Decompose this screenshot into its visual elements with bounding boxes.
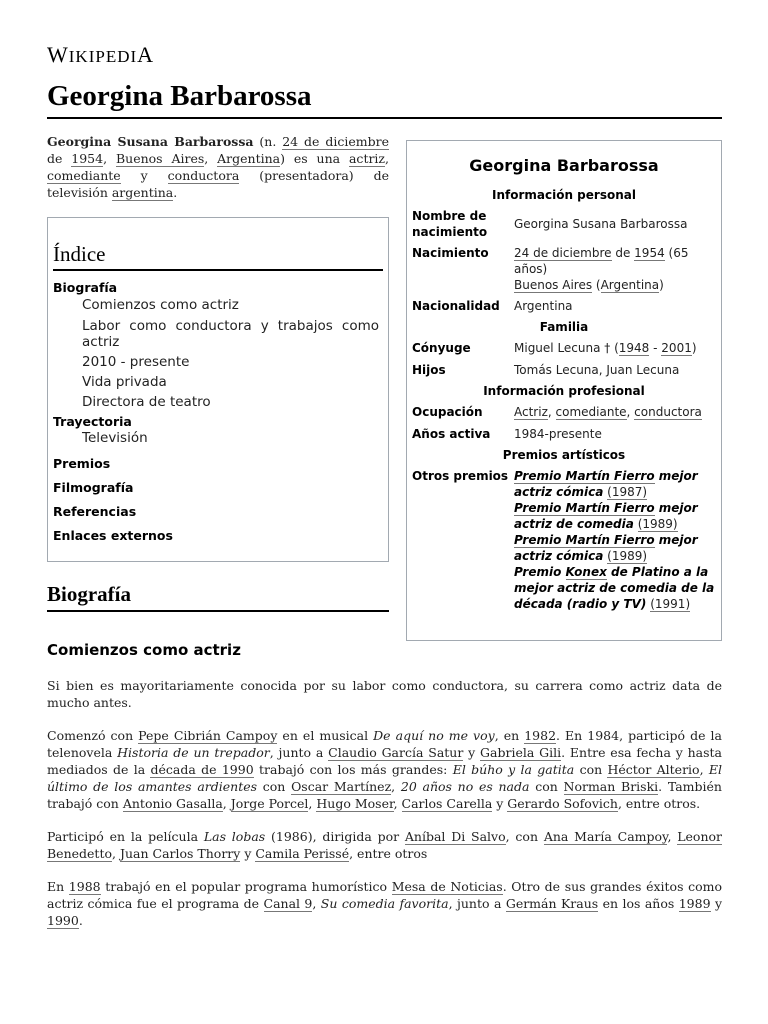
toc-item-labor[interactable]: Labor como conductora y trabajos como actriz bbox=[82, 318, 379, 350]
toc-item-2010[interactable]: 2010 - presente bbox=[82, 354, 190, 370]
link[interactable]: Leonor Benedetto bbox=[47, 829, 722, 861]
link[interactable]: Gerardo Sofovich bbox=[507, 796, 618, 811]
infobox-header-premios: Premios artísticos bbox=[502, 448, 626, 462]
toc-item-filmografia[interactable]: Filmografía bbox=[53, 480, 134, 495]
link[interactable]: (1989) bbox=[637, 517, 678, 531]
infobox bbox=[406, 140, 722, 641]
table-of-contents bbox=[47, 217, 389, 562]
award-item: Premio Martín Fierro mejor actriz de comedia (1989) bbox=[514, 501, 698, 531]
link[interactable]: Premio Martín Fierro bbox=[514, 469, 655, 483]
link[interactable]: (1991) bbox=[650, 597, 691, 611]
link[interactable]: 1982 bbox=[524, 728, 557, 743]
toc-item-trayectoria[interactable]: Trayectoria bbox=[53, 414, 132, 429]
toc-item-vida-privada[interactable]: Vida privada bbox=[82, 374, 167, 390]
infobox-row-conyuge: Cónyuge Miguel Lecuna † (1948 - 2001) bbox=[412, 341, 697, 355]
link[interactable]: 1989 bbox=[678, 896, 711, 911]
link[interactable]: Héctor Alterio bbox=[607, 762, 700, 777]
link[interactable]: Argentina bbox=[217, 151, 281, 166]
link[interactable]: comediante bbox=[47, 168, 121, 183]
toc-item-television[interactable]: Televisión bbox=[82, 430, 148, 446]
paragraph-2: Comenzó con Pepe Cibrián Campoy en el musical De aquí no me voy, en 1982. En 1984, participó de la telenovela Historia de un trepador, junto a Claudio García Satur y Gabriela Gili. Entre esa fecha y hasta mediados de la década de 1990 trabajó con los más grandes: El búho y la gatita con Héctor Alterio, El último de los amantes ardientes con Oscar Martínez, 20 años no es nada con Norman Briski. También trabajó con Antonio Gasalla, Jorge Porcel, Hugo Moser, Carlos Carella y Gerardo Sofovich, entre otros. bbox=[47, 728, 723, 811]
toc-item-premios[interactable]: Premios bbox=[53, 456, 111, 471]
link[interactable]: 1948 bbox=[618, 341, 650, 355]
paragraph-1: Si bien es mayoritariamente conocida por su labor como conductora, su carrera como actriz data de mucho antes. bbox=[47, 678, 722, 710]
infobox-row-ocupacion: Ocupación Actriz, comediante, conductora bbox=[412, 405, 702, 419]
link[interactable]: Ana María Campoy bbox=[543, 829, 668, 844]
infobox-header-profesional: Información profesional bbox=[483, 384, 645, 398]
paragraph-3: Participó en la película Las lobas (1986), dirigida por Aníbal Di Salvo, con Ana María Campoy, Leonor Benedetto, Juan Carlos Thorry y Camila Perissé, entre otros bbox=[47, 829, 722, 861]
award-item: Premio Martín Fierro mejor actriz cómica (1989) bbox=[514, 533, 698, 563]
toc-item-directora[interactable]: Directora de teatro bbox=[82, 394, 211, 410]
toc-item-biografia[interactable]: Biografía bbox=[53, 280, 118, 295]
link[interactable]: argentina bbox=[111, 185, 174, 200]
infobox-title: Georgina Barbarossa bbox=[469, 156, 659, 175]
link[interactable]: Camila Perissé bbox=[255, 846, 350, 861]
toc-item-comienzos[interactable]: Comienzos como actriz bbox=[82, 297, 239, 313]
link[interactable]: Claudio García Satur bbox=[328, 745, 464, 760]
link[interactable]: 1954 bbox=[71, 151, 104, 166]
link[interactable]: Carlos Carella bbox=[401, 796, 493, 811]
infobox-header-personal: Información personal bbox=[492, 188, 636, 202]
link[interactable]: conductora bbox=[167, 168, 240, 183]
link[interactable]: Jorge Porcel bbox=[230, 796, 309, 811]
link[interactable]: (1987) bbox=[607, 485, 648, 499]
link[interactable]: década de 1990 bbox=[150, 762, 254, 777]
page-title: Georgina Barbarossa bbox=[47, 80, 312, 112]
link[interactable]: Pepe Cibrián Campoy bbox=[138, 728, 278, 743]
link[interactable]: 1954 bbox=[634, 246, 665, 260]
award-item: Premio Konex de Platino a la mejor actriz de comedia de la década (radio y TV) (1991) bbox=[514, 565, 715, 611]
link[interactable]: comediante bbox=[555, 405, 627, 419]
link[interactable]: 2001 bbox=[661, 341, 692, 355]
link[interactable]: Premio Martín Fierro bbox=[514, 533, 655, 547]
toc-item-referencias[interactable]: Referencias bbox=[53, 504, 137, 519]
link[interactable]: Premio Martín Fierro bbox=[514, 501, 655, 515]
link[interactable]: Hugo Moser bbox=[316, 796, 394, 811]
link[interactable]: Norman Briski bbox=[563, 779, 659, 794]
link[interactable]: Oscar Martínez bbox=[291, 779, 392, 794]
wikipedia-logo[interactable]: WIKIPEDIA bbox=[47, 42, 155, 67]
infobox-header-familia: Familia bbox=[539, 320, 589, 334]
toc-divider bbox=[53, 269, 383, 271]
infobox-row-nacionalidad: Nacionalidad Argentina bbox=[412, 299, 573, 313]
lead-paragraph: Georgina Susana Barbarossa (n. 24 de diciembre de 1954, Buenos Aires, Argentina) es una actriz, comediante y conductora (presentadora) de televisión argentina. bbox=[47, 134, 390, 200]
section-heading-biografia: Biografía bbox=[47, 582, 389, 612]
link[interactable]: 1988 bbox=[68, 879, 101, 894]
link[interactable]: Gabriela Gili bbox=[480, 745, 562, 760]
toc-title: Índice bbox=[53, 242, 106, 266]
link[interactable]: Mesa de Noticias bbox=[391, 879, 503, 894]
toc-item-enlaces[interactable]: Enlaces externos bbox=[53, 528, 173, 543]
link[interactable]: Aníbal Di Salvo bbox=[404, 829, 506, 844]
infobox-row-nacimiento: Nacimiento 24 de diciembre de 1954 (65 años) Buenos Aires (Argentina) bbox=[412, 246, 689, 292]
subsection-heading-comienzos: Comienzos como actriz bbox=[47, 641, 241, 659]
link[interactable]: Actriz bbox=[514, 405, 548, 419]
link[interactable]: 1990 bbox=[47, 913, 79, 928]
infobox-row-anos-activa: Años activa 1984-presente bbox=[412, 427, 602, 441]
link[interactable]: 24 de diciembre bbox=[282, 134, 389, 149]
infobox-row-otros-premios: Otros premios Premio Martín Fierro mejor actriz cómica (1987) Premio Martín Fierro mejor actriz de comedia (1989) Premio Martín Fierro mejor actriz cómica (1989) Premio Konex de Platino a la mejor actriz de comedia de la década (radio y TV) (1991) bbox=[412, 469, 715, 611]
link[interactable]: Buenos Aires bbox=[115, 151, 205, 166]
link[interactable]: Konex bbox=[565, 565, 607, 579]
paragraph-4: En 1988 trabajó en el popular programa humorístico Mesa de Noticias. Otro de sus grandes éxitos como actriz cómica fue el programa de Canal 9, Su comedia favorita, junto a Germán Kraus en los años 1989 y 1990. bbox=[47, 879, 723, 928]
link[interactable]: Buenos Aires bbox=[514, 278, 593, 292]
link[interactable]: conductora bbox=[634, 405, 702, 419]
link[interactable]: Argentina bbox=[600, 278, 660, 292]
link[interactable]: Canal 9 bbox=[263, 896, 313, 911]
title-divider bbox=[47, 117, 722, 119]
link[interactable]: actriz bbox=[348, 151, 386, 166]
award-item: Premio Martín Fierro mejor actriz cómica (1987) bbox=[514, 469, 698, 499]
link[interactable]: Juan Carlos Thorry bbox=[119, 846, 241, 861]
link[interactable]: Antonio Gasalla bbox=[122, 796, 223, 811]
link[interactable]: Germán Kraus bbox=[505, 896, 599, 911]
infobox-row-hijos: Hijos Tomás Lecuna, Juan Lecuna bbox=[412, 363, 680, 377]
link[interactable]: 24 de diciembre bbox=[514, 246, 612, 260]
infobox-row-nombre: Nombre de nacimiento Georgina Susana Barbarossa bbox=[412, 209, 688, 239]
link[interactable]: (1989) bbox=[607, 549, 648, 563]
